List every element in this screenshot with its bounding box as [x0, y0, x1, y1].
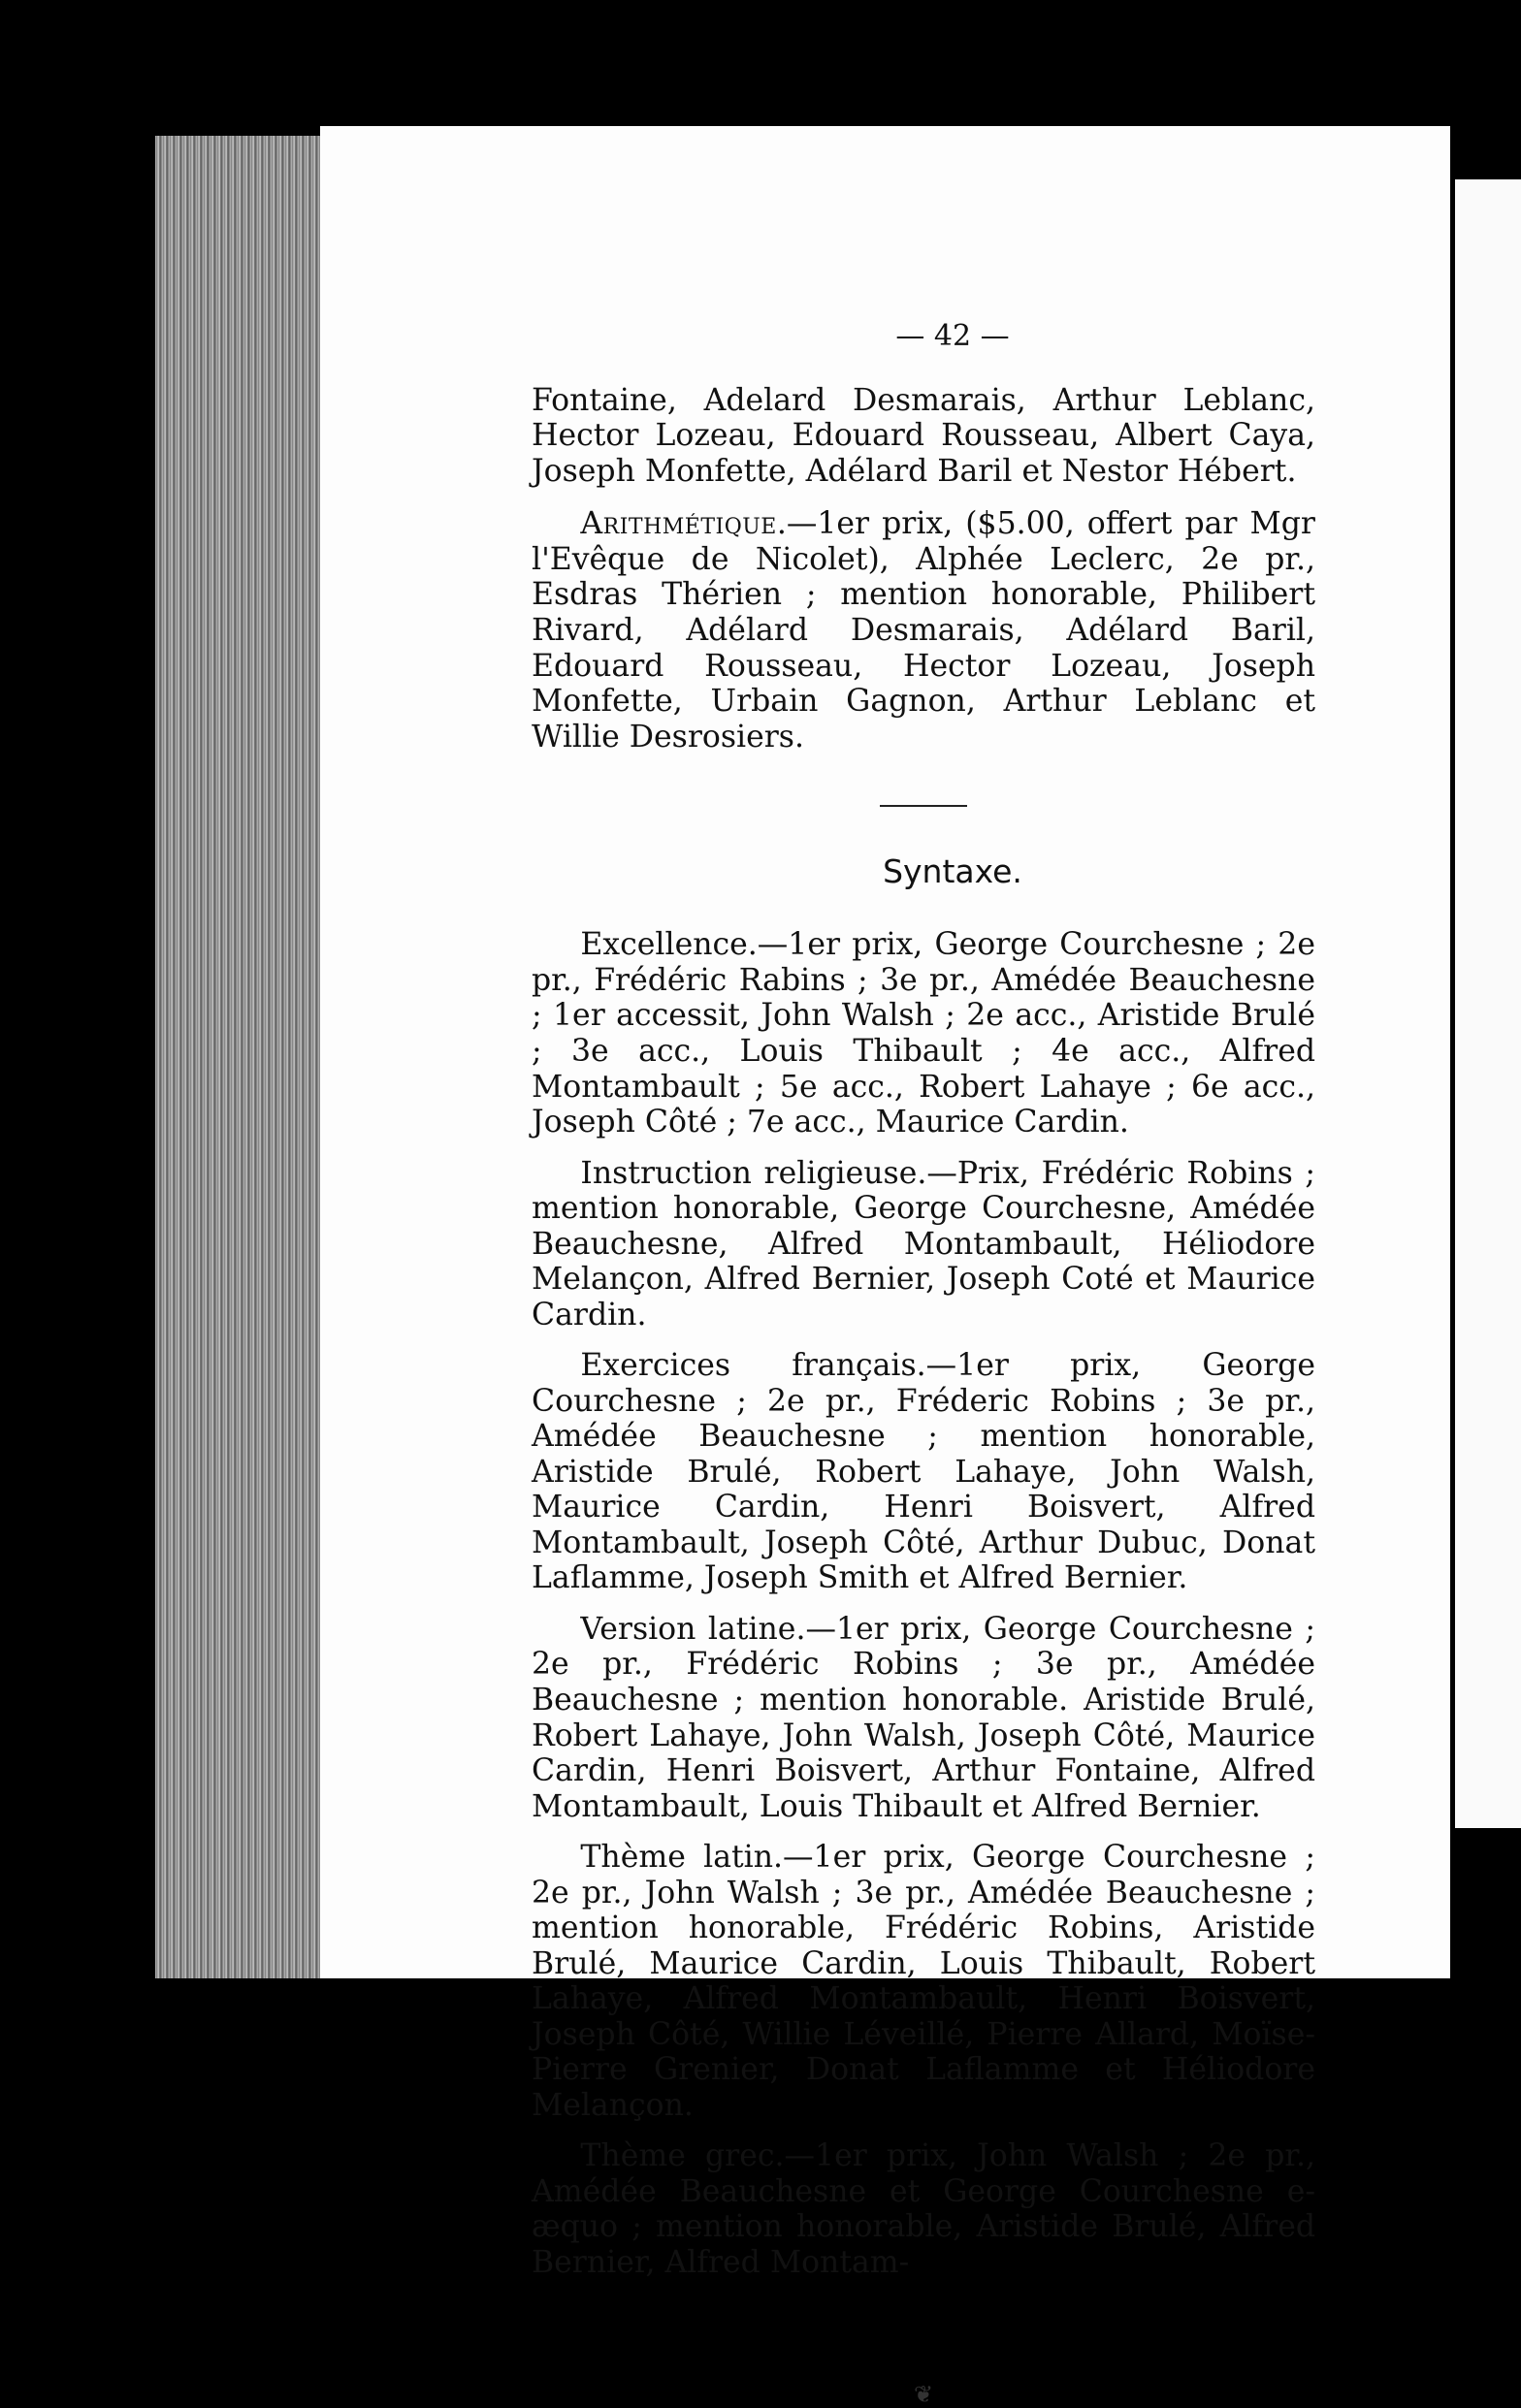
entry-text: .—1er prix, George Courchesne ; 2e pr., Frédéric Rabins ; 3e pr., Amédée Beauchesne ; 1er accessit, John Walsh ; 2e acc., Aristide Brulé ; 3e acc., Louis Thibault ; 4e acc., Alfred Montambault ; 5e acc., Robert Lahaye ; 6e acc., Joseph Côté ; 7e acc., Maurice Cardin. — [532, 927, 1315, 1140]
entry-label: Instruction religieuse — [580, 1156, 917, 1191]
section-title: Syntaxe. — [590, 853, 1315, 890]
facing-page-edge — [1455, 179, 1521, 1828]
section-divider — [880, 805, 967, 807]
entry-text: .—1er prix, ($5.00, offert par Mgr l'Evêque de Nicolet), Alphée Leclerc, 2e pr., Esdras Thérien ; mention honorable, Philibert Rivard, Adélard Desmarais, Adélard Baril, Edouard Rousseau, Hector Lozeau, Joseph Monfette, Urbain Gagnon, Arthur Leblanc et Willie Desrosiers. — [532, 506, 1315, 754]
arithmetique-entry — [532, 506, 1315, 755]
book-edge — [155, 136, 325, 1978]
entry-label: Exercices français — [580, 1348, 916, 1383]
entry-label: Excellence — [580, 927, 747, 962]
entry-label: Version latine — [580, 1612, 795, 1647]
entry-label: Thème latin — [580, 1840, 773, 1875]
entry-instruction-religieuse — [532, 1156, 1315, 1333]
entry-text: .—1er prix, George Courchesne ; 2e pr., Fréderic Robins ; 3e pr., Amédée Beauchesne ; mention honorable, Aristide Brulé, Robert Lahaye, John Walsh, Maurice Cardin, Henri Boisvert, Alfred Montambault, Joseph Côté, Arthur Dubuc, Donat Laflamme, Joseph Smith et Alfred Bernier. — [532, 1348, 1315, 1595]
entry-label: Thème grec — [580, 2138, 774, 2173]
entry-excellence — [532, 927, 1315, 1140]
entry-version-latine — [532, 1612, 1315, 1824]
entry-label: Arithmétique — [580, 506, 776, 541]
page-number: — 42 — — [590, 320, 1315, 354]
entry-text: .—1er prix, John Walsh ; 2e pr., Amédée Beauchesne et George Courchesne e-æquo ; mention honorable, Aristide Brulé, Alfred Bernier, Alfred Montam- — [532, 2138, 1315, 2280]
entry-text: .—1er prix, George Courchesne ; 2e pr., John Walsh ; 3e pr., Amédée Beauchesne ; mention honorable, Frédéric Robins, Aristide Brulé, Maurice Cardin, Louis Thibault, Robert Lahaye, Alfred Montambault, Henri Boisvert, Joseph Côté, Willie Léveillé, Pierre Allard, Moïse-Pierre Grenier, Donat Laflamme et Héliodore Melançon. — [532, 1840, 1315, 2123]
entry-text: .—Prix, Frédéric Robins ; mention honorable, George Courchesne, Amédée Beauchesne, Alfred Montambault, Héliodore Melançon, Alfred Bernier, Joseph Coté et Maurice Cardin. — [532, 1156, 1315, 1332]
text-column — [532, 320, 1315, 2408]
entry-exercices-francais — [532, 1348, 1315, 1596]
entry-theme-grec — [532, 2138, 1315, 2280]
printer-ornament-icon: ❦ — [532, 2382, 1315, 2408]
entry-theme-latin — [532, 1840, 1315, 2123]
entry-text: .—1er prix, George Courchesne ; 2e pr., Frédéric Robins ; 3e pr., Amédée Beauchesne ; mention honorable. Aristide Brulé, Robert Lahaye, John Walsh, Joseph Côté, Maurice Cardin, Henri Boisvert, Arthur Fontaine, Alfred Montambault, Louis Thibault et Alfred Bernier. — [532, 1612, 1315, 1824]
continuation-paragraph: Fontaine, Adelard Desmarais, Arthur Leblanc, Hector Lozeau, Edouard Rousseau, Albert Caya, Joseph Monfette, Adélard Baril et Nestor Hébert. — [532, 383, 1315, 490]
